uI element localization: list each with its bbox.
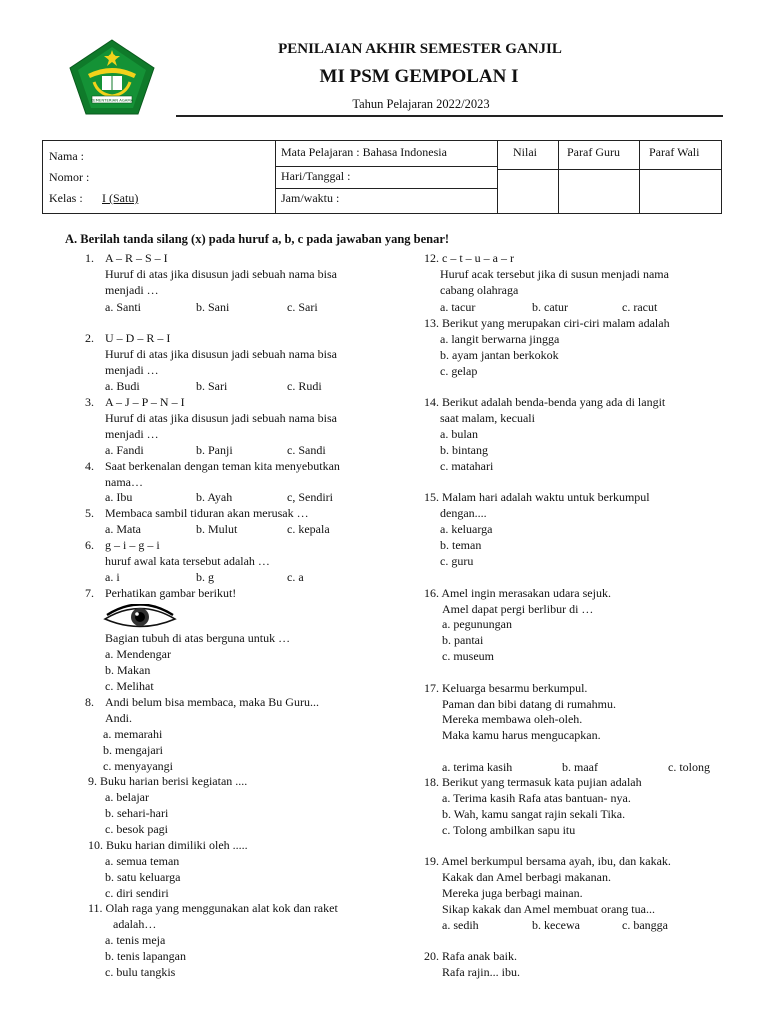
question-number: 7. <box>85 586 94 600</box>
option-b[interactable]: b. tenis lapangan <box>105 949 186 963</box>
question-text: A – J – P – N – I <box>105 395 185 409</box>
option-b[interactable]: b. maaf <box>562 760 598 774</box>
option-b[interactable]: b. ayam jantan berkokok <box>440 348 559 362</box>
option-a[interactable]: a. semua teman <box>105 854 180 868</box>
option-a[interactable]: a. tenis meja <box>105 933 166 947</box>
question-text: 9. Buku harian berisi kegiatan .... <box>88 774 248 788</box>
nilai-header: Nilai <box>513 145 537 159</box>
option-b[interactable]: b. Wah, kamu sangat rajin sekali Tika. <box>442 807 626 821</box>
question-number: 3. <box>85 395 94 409</box>
paraf-wali-header: Paraf Wali <box>649 145 700 159</box>
question-text: huruf awal kata tersebut adalah … <box>105 554 270 568</box>
option-a[interactable]: a. tacur <box>440 300 476 314</box>
question-text: Huruf di atas jika disusun jadi sebuah nama bisa <box>105 267 337 281</box>
question-text: dengan.... <box>440 506 487 520</box>
question-text: A – R – S – I <box>105 251 168 265</box>
hari-label: Hari/Tanggal : <box>281 169 351 183</box>
option-c[interactable]: c. kepala <box>287 522 330 536</box>
identity-table <box>42 140 722 214</box>
question-text: 15. Malam hari adalah waktu untuk berkumpul <box>424 490 650 504</box>
option-c[interactable]: c. Sandi <box>287 443 326 457</box>
question-number: 6. <box>85 538 94 552</box>
question-text: 16. Amel ingin merasakan udara sejuk. <box>424 586 611 600</box>
option-b[interactable]: b. sehari-hari <box>105 806 169 820</box>
question-text: Rafa rajin... ibu. <box>442 965 520 979</box>
question-text: Paman dan bibi datang di rumahmu. <box>442 697 616 711</box>
option-c[interactable]: c. besok pagi <box>105 822 168 836</box>
question-text: adalah… <box>113 917 157 931</box>
question-text: Huruf acak tersebut jika di susun menjadi nama <box>440 267 669 281</box>
question-text: menjadi … <box>105 427 159 441</box>
option-c[interactable]: c. racut <box>622 300 658 314</box>
question-text: 20. Rafa anak baik. <box>424 949 517 963</box>
question-text: Membaca sambil tiduran akan merusak … <box>105 506 309 520</box>
option-c[interactable]: c. tolong <box>668 760 710 774</box>
question-text: saat malam, kecuali <box>440 411 535 425</box>
option-c[interactable]: c, Sendiri <box>287 490 333 504</box>
option-c[interactable]: c. Rudi <box>287 379 322 393</box>
question-text: Andi. <box>105 711 132 725</box>
nomor-label: Nomor : <box>49 170 90 184</box>
question-text: nama… <box>105 475 143 489</box>
jam-label: Jam/waktu : <box>281 191 340 205</box>
question-text: Maka kamu harus mengucapkan. <box>442 728 601 742</box>
question-text: 13. Berikut yang merupakan ciri-ciri malam adalah <box>424 316 670 330</box>
question-number: 4. <box>85 459 94 473</box>
kelas-label: Kelas : <box>49 191 83 205</box>
question-text: g – i – g – i <box>105 538 160 552</box>
option-c[interactable]: c. diri sendiri <box>105 886 169 900</box>
svg-text:KEMENTERIAN AGAMA: KEMENTERIAN AGAMA <box>90 97 134 103</box>
question-text: 17. Keluarga besarmu berkumpul. <box>424 681 588 695</box>
option-b[interactable]: b. catur <box>532 300 568 314</box>
option-b[interactable]: b. Ayah <box>196 490 233 504</box>
question-text: 11. Olah raga yang menggunakan alat kok dan raket <box>88 901 338 915</box>
option-a[interactable]: a. langit berwarna jingga <box>440 332 560 346</box>
question-text: 18. Berikut yang termasuk kata pujian adalah <box>424 775 642 789</box>
option-b[interactable]: b. satu keluarga <box>105 870 181 884</box>
option-c[interactable]: c. matahari <box>440 459 494 473</box>
question-number: 1. <box>85 251 94 265</box>
question-text: cabang olahraga <box>440 283 519 297</box>
question-text: 14. Berikut adalah benda-benda yang ada di langit <box>424 395 666 409</box>
option-a[interactable]: a. Mendengar <box>105 647 171 661</box>
option-a[interactable]: a. belajar <box>105 790 149 804</box>
question-text: Huruf di atas jika disusun jadi sebuah nama bisa <box>105 347 337 361</box>
question-text: Kakak dan Amel berbagi makanan. <box>442 870 611 884</box>
option-c[interactable]: c. Tolong ambilkan sapu itu <box>442 823 576 837</box>
option-a[interactable]: a. pegunungan <box>442 617 512 631</box>
option-b[interactable]: b. Sari <box>196 379 228 393</box>
option-c[interactable]: c. gelap <box>440 364 478 378</box>
question-text: Andi belum bisa membaca, maka Bu Guru... <box>105 695 319 709</box>
option-b[interactable]: b. bintang <box>440 443 488 457</box>
option-c[interactable]: c. Melihat <box>105 679 154 693</box>
question-text: 10. Buku harian dimiliki oleh ..... <box>88 838 248 852</box>
option-b[interactable]: b. Makan <box>105 663 151 677</box>
question-text: Perhatikan gambar berikut! <box>105 586 237 600</box>
option-b[interactable]: b. g <box>196 570 214 584</box>
option-a[interactable]: a. sedih <box>442 918 479 932</box>
question-text: Sikap kakak dan Amel membuat orang tua... <box>442 902 655 916</box>
question-text: menjadi … <box>105 363 159 377</box>
question-text: U – D – R – I <box>105 331 171 345</box>
option-c[interactable]: c. bulu tangkis <box>105 965 176 979</box>
option-a[interactable]: a. bulan <box>440 427 478 441</box>
option-a[interactable]: a. keluarga <box>440 522 493 536</box>
option-c[interactable]: c. a <box>287 570 304 584</box>
option-c[interactable]: c. Sari <box>287 300 318 314</box>
question-text: menjadi … <box>105 283 159 297</box>
question-text: Mereka membawa oleh-oleh. <box>442 712 583 726</box>
option-b[interactable]: b. Panji <box>196 443 233 457</box>
option-c[interactable]: c. guru <box>440 554 474 568</box>
question-text: Huruf di atas jika disusun jadi sebuah nama bisa <box>105 411 337 425</box>
question-number: 5. <box>85 506 94 520</box>
option-a[interactable]: a. Ibu <box>105 490 133 504</box>
option-c[interactable]: c. menyayangi <box>103 759 173 773</box>
nama-label: Nama : <box>49 149 84 163</box>
academic-year: Tahun Pelajaran 2022/2023 <box>352 97 490 111</box>
option-b[interactable]: b. kecewa <box>532 918 580 932</box>
option-b[interactable]: b. Sani <box>196 300 230 314</box>
question-text: Saat berkenalan dengan teman kita menyebutkan <box>105 459 340 473</box>
option-a[interactable]: a. Fandi <box>105 443 144 457</box>
option-b[interactable]: b. teman <box>440 538 482 552</box>
school-name: MI PSM GEMPOLAN I <box>319 66 519 87</box>
question-number: 2. <box>85 331 94 345</box>
question-text: Amel dapat pergi berlibur di … <box>442 602 594 616</box>
question-text: 19. Amel berkumpul bersama ayah, ibu, dan kakak. <box>424 854 671 868</box>
section-a-instruction: A. Berilah tanda silang (x) pada huruf a, b, c pada jawaban yang benar! <box>65 232 450 246</box>
option-a[interactable]: a. i <box>105 570 120 584</box>
option-c[interactable]: c. bangga <box>622 918 668 932</box>
question-text: Bagian tubuh di atas berguna untuk … <box>105 631 291 645</box>
paraf-guru-header: Paraf Guru <box>567 145 620 159</box>
kelas-value: I (Satu) <box>102 191 139 205</box>
option-b[interactable]: b. pantai <box>442 633 484 647</box>
eye-icon <box>103 604 177 630</box>
option-a[interactable]: a. memarahi <box>103 727 163 741</box>
question-number: 8. <box>85 695 94 709</box>
exam-title: PENILAIAN AKHIR SEMESTER GANJIL <box>278 41 562 57</box>
option-a[interactable]: a. Mata <box>105 522 141 536</box>
option-a[interactable]: a. Santi <box>105 300 141 314</box>
question-text: Mereka juga berbagi mainan. <box>442 886 583 900</box>
option-b[interactable]: b. mengajari <box>103 743 163 757</box>
option-a[interactable]: a. Terima kasih Rafa atas bantuan- nya. <box>442 791 631 805</box>
option-b[interactable]: b. Mulut <box>196 522 238 536</box>
option-c[interactable]: c. museum <box>442 649 494 663</box>
mapel-label: Mata Pelajaran : Bahasa Indonesia <box>281 145 447 159</box>
question-text: 12. c – t – u – a – r <box>424 251 514 265</box>
header-divider <box>176 115 723 117</box>
option-a[interactable]: a. Budi <box>105 379 140 393</box>
option-a[interactable]: a. terima kasih <box>442 760 513 774</box>
